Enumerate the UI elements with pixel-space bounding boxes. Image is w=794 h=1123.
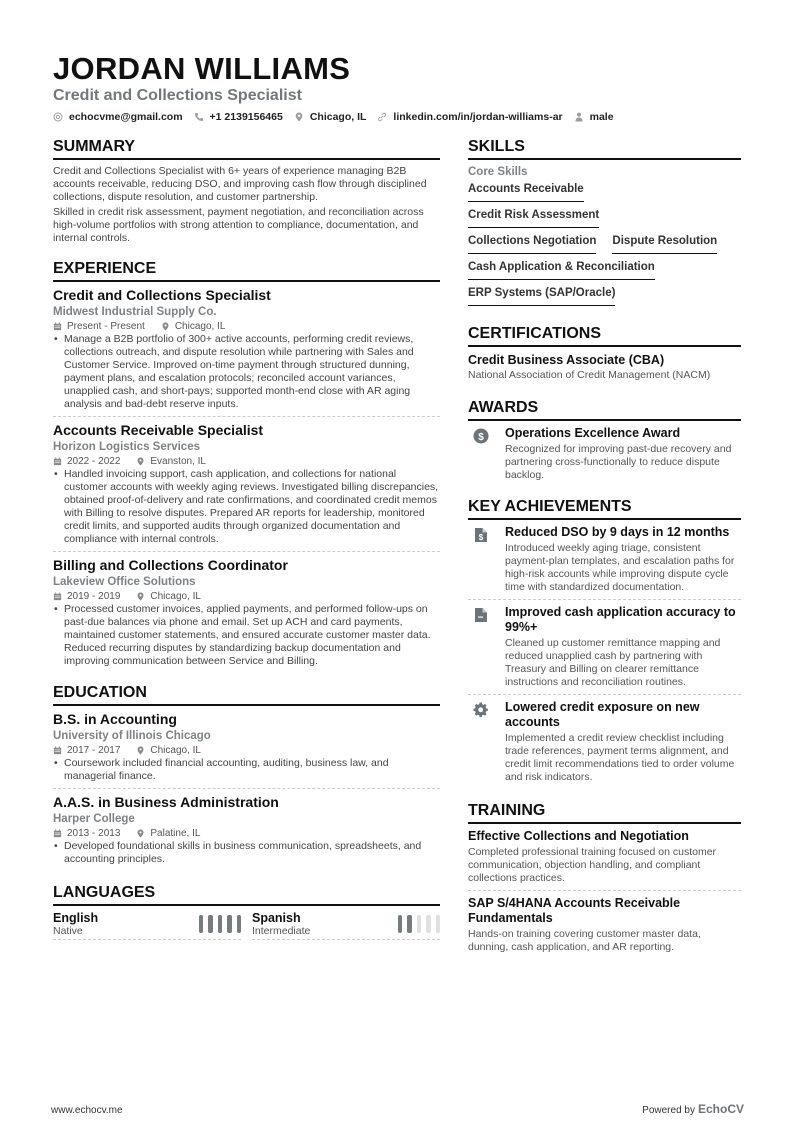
achievements-section (468, 497, 741, 789)
achievement-entry (468, 605, 741, 695)
job-meta (53, 320, 440, 333)
job-bullet: • Processed customer invoices, applied payments, and performed follow-ups on past-due balances via phone and email. Set up ACH and card payments, maintained customer statements, and ensured accurate customer master data. Reduced recurring disputes by standardizing backup documentation and improving communication between Service and Billing. (53, 603, 440, 668)
job-dates: Present - Present (67, 321, 145, 332)
page-footer (51, 1102, 744, 1116)
education-bullets (53, 840, 440, 866)
education-bullets (53, 757, 440, 783)
achievement-desc: Introduced weekly aging triage, consistent payment-plan templates, and escalation paths for high-risk accounts while improving dispute cycle time with standardized documentation. (505, 542, 735, 593)
education-section (53, 683, 440, 871)
education-entry (53, 794, 440, 871)
job-title: Credit and Collections Specialist (53, 287, 271, 303)
svg-text:$: $ (478, 533, 484, 543)
proficiency-bar-filled (208, 915, 213, 933)
proficiency-bar-empty (436, 915, 441, 933)
languages-section (53, 883, 440, 940)
proficiency-bar-filled (398, 915, 403, 933)
phone-icon (194, 112, 204, 122)
languages-list (53, 911, 440, 940)
job-dates: 2019 - 2019 (67, 591, 121, 602)
proficiency-bars (398, 915, 441, 933)
svg-text:$: $ (478, 431, 484, 443)
language-name: Spanish (252, 911, 301, 925)
achievement-desc: Cleaned up customer remittance mapping and reduced unapplied cash by partnering with Treasury and Billing on clearer remittance instructions and reconciliation routines. (505, 637, 721, 688)
job-bullets (53, 603, 440, 668)
achievement-title: Improved cash application accuracy to 99%+ (505, 605, 736, 634)
contact-email[interactable] (53, 111, 183, 123)
training-title: SAP S/4HANA Accounts Receivable Fundamentals (468, 896, 681, 925)
skill-item: Cash Application & Reconciliation (468, 260, 655, 280)
contact-linkedin[interactable] (377, 111, 562, 123)
summary-heading: SUMMARY (53, 137, 440, 160)
proficiency-bar-empty (426, 915, 431, 933)
resume-header (53, 52, 753, 123)
experience-entry (53, 287, 440, 417)
certification-name: Credit Business Associate (CBA) (468, 353, 665, 367)
candidate-title: Credit and Collections Specialist (53, 87, 302, 104)
location-pin-icon (136, 592, 145, 601)
experience-entry (53, 557, 440, 673)
proficiency-bar-filled (227, 915, 232, 933)
award-desc: Recognized for improving past-due recovery and partnering cross-functionally to reduce dispute backlog. (505, 443, 732, 481)
skill-item: ERP Systems (SAP/Oracle) (468, 286, 615, 306)
proficiency-bar-filled (407, 915, 412, 933)
at-icon (53, 112, 63, 122)
education-entry (53, 711, 440, 789)
contact-gender-text: male (589, 111, 614, 123)
contact-email-text: echocvme@gmail.com (69, 111, 183, 123)
experience-entry (53, 422, 440, 552)
training-section (468, 801, 741, 959)
awards-section (468, 398, 741, 487)
skill-item: Dispute Resolution (612, 234, 717, 254)
award-entry (468, 426, 741, 487)
experience-heading: EXPERIENCE (53, 259, 440, 282)
location-pin-icon (136, 457, 145, 466)
company-name: Midwest Industrial Supply Co. (53, 306, 217, 318)
training-desc: Hands-on training covering customer master data, dunning, cash application, and AR reporting. (468, 928, 701, 953)
proficiency-bar-empty (417, 915, 422, 933)
calendar-icon (53, 457, 62, 466)
calendar-icon (53, 746, 62, 755)
person-icon (574, 112, 584, 122)
skills-list (468, 182, 741, 312)
gear-icon (473, 702, 489, 718)
contact-bar (53, 111, 753, 123)
education-dates: 2017 - 2017 (67, 745, 121, 756)
job-dates: 2022 - 2022 (67, 456, 121, 467)
job-meta (53, 590, 440, 603)
document-icon (473, 607, 489, 623)
invoice-dollar-icon (473, 527, 489, 543)
dollar-circle-icon (473, 428, 489, 444)
job-title: Accounts Receivable Specialist (53, 422, 264, 438)
skill-item: Credit Risk Assessment (468, 208, 599, 228)
location-pin-icon (136, 829, 145, 838)
contact-location (294, 111, 367, 123)
proficiency-bar-filled (218, 915, 223, 933)
contact-phone-text: +1 2139156465 (209, 111, 283, 123)
job-title: Billing and Collections Coordinator (53, 557, 288, 573)
right-column (468, 137, 741, 973)
achievement-entry (468, 700, 741, 789)
education-location: Palatine, IL (150, 828, 201, 839)
candidate-name: JORDAN WILLIAMS (53, 51, 351, 86)
achievements-heading: KEY ACHIEVEMENTS (468, 497, 741, 520)
calendar-icon (53, 322, 62, 331)
company-name: Horizon Logistics Services (53, 441, 200, 453)
summary-paragraph: Skilled in credit risk assessment, payment negotiation, and reconciliation across high-volume portfolios with strong attention to compliance, documentation, and internal controls. (53, 206, 424, 244)
summary-section (53, 137, 440, 245)
training-entry (468, 829, 741, 891)
location-pin-icon (294, 112, 304, 122)
contact-location-text: Chicago, IL (309, 111, 367, 123)
company-name: Lakeview Office Solutions (53, 576, 196, 588)
language-name: English (53, 911, 99, 925)
education-bullet: • Developed foundational skills in business communication, spreadsheets, and accounting principles. (53, 840, 440, 866)
skills-group-label: Core Skills (468, 166, 528, 178)
job-location: Chicago, IL (174, 321, 226, 332)
school-name: University of Illinois Chicago (53, 730, 211, 742)
job-bullet: • Manage a B2B portfolio of 300+ active accounts, performing credit reviews, collections outreach, and dispute resolution while partnering with Sales and Customer Service. Improved on-time payment through structured dunning, payment plans, and escalation protocols; reconciled account variances, unapplied cash, and short-pays; supported month-end close with AR aging analysis and bad-debt reserve inputs. (53, 333, 440, 411)
training-title: Effective Collections and Negotiation (468, 829, 689, 843)
footer-website-link[interactable]: www.echocv.me (51, 1105, 123, 1116)
proficiency-bar-filled (199, 915, 204, 933)
language-item (252, 911, 440, 940)
calendar-icon (53, 592, 62, 601)
training-desc: Completed professional training focused on customer communication, objection handling, and compliant collections practices. (468, 846, 717, 884)
footer-powered-by (642, 1102, 744, 1116)
education-bullet: • Coursework included financial accounting, auditing, business law, and managerial finance. (53, 757, 440, 783)
job-bullets (53, 333, 440, 411)
calendar-icon (53, 829, 62, 838)
achievement-title: Reduced DSO by 9 days in 12 months (505, 525, 730, 539)
job-location: Chicago, IL (150, 591, 201, 602)
certification-org: National Association of Credit Management (NACM) (468, 369, 711, 381)
footer-brand[interactable]: EchoCV (697, 1102, 744, 1116)
training-entry (468, 896, 741, 959)
education-heading: EDUCATION (53, 683, 440, 706)
left-column (53, 137, 440, 954)
skill-item: Accounts Receivable (468, 182, 584, 202)
contact-gender (574, 111, 614, 123)
languages-heading: LANGUAGES (53, 883, 440, 906)
education-meta (53, 827, 440, 840)
degree-title: B.S. in Accounting (53, 711, 177, 727)
education-location: Chicago, IL (150, 745, 201, 756)
achievement-title: Lowered credit exposure on new accounts (505, 700, 700, 729)
language-level: Intermediate (252, 925, 311, 937)
award-title: Operations Excellence Award (505, 426, 681, 440)
link-icon (377, 112, 387, 122)
contact-phone[interactable] (194, 111, 283, 123)
achievement-desc: Implemented a credit review checklist including trade references, payment terms alignment, and credit limit recommendations tied to order volume and risk indicators. (505, 732, 735, 783)
summary-paragraph: Credit and Collections Specialist with 6+ years of experience managing B2B accounts receivable, reducing DSO, and improving cash flow through disciplined collections, dispute resolution, and customer partnership. (53, 165, 427, 203)
job-meta (53, 455, 440, 468)
degree-title: A.A.S. in Business Administration (53, 794, 279, 810)
experience-section (53, 259, 440, 673)
skills-heading: SKILLS (468, 137, 741, 160)
certifications-heading: CERTIFICATIONS (468, 324, 741, 347)
location-pin-icon (161, 322, 170, 331)
proficiency-bars (199, 915, 242, 933)
location-pin-icon (136, 746, 145, 755)
job-bullets (53, 468, 440, 546)
job-location: Evanston, IL (150, 456, 206, 467)
powered-by-label: Powered by (642, 1105, 695, 1116)
language-level: Native (53, 925, 83, 937)
certifications-section (468, 324, 741, 382)
training-heading: TRAINING (468, 801, 741, 824)
job-bullet: • Handled invoicing support, cash application, and collections for national customer accounts with weekly aging reviews. Investigated billing discrepancies, obtained proof-of-delivery and rate confirmations, and coordinated credit memos with Billing to resolve disputes. Prepared AR reports for leadership, monitored credit limits, and supported audits through organized documentation and compliance with internal controls. (53, 468, 440, 546)
achievement-entry (468, 525, 741, 600)
awards-heading: AWARDS (468, 398, 741, 421)
education-dates: 2013 - 2013 (67, 828, 121, 839)
education-meta (53, 744, 440, 757)
skill-item: Collections Negotiation (468, 234, 596, 254)
contact-linkedin-text: linkedin.com/in/jordan-williams-ar (393, 111, 563, 123)
proficiency-bar-filled (237, 915, 242, 933)
language-item (53, 911, 241, 940)
skills-section (468, 137, 741, 312)
school-name: Harper College (53, 813, 135, 825)
